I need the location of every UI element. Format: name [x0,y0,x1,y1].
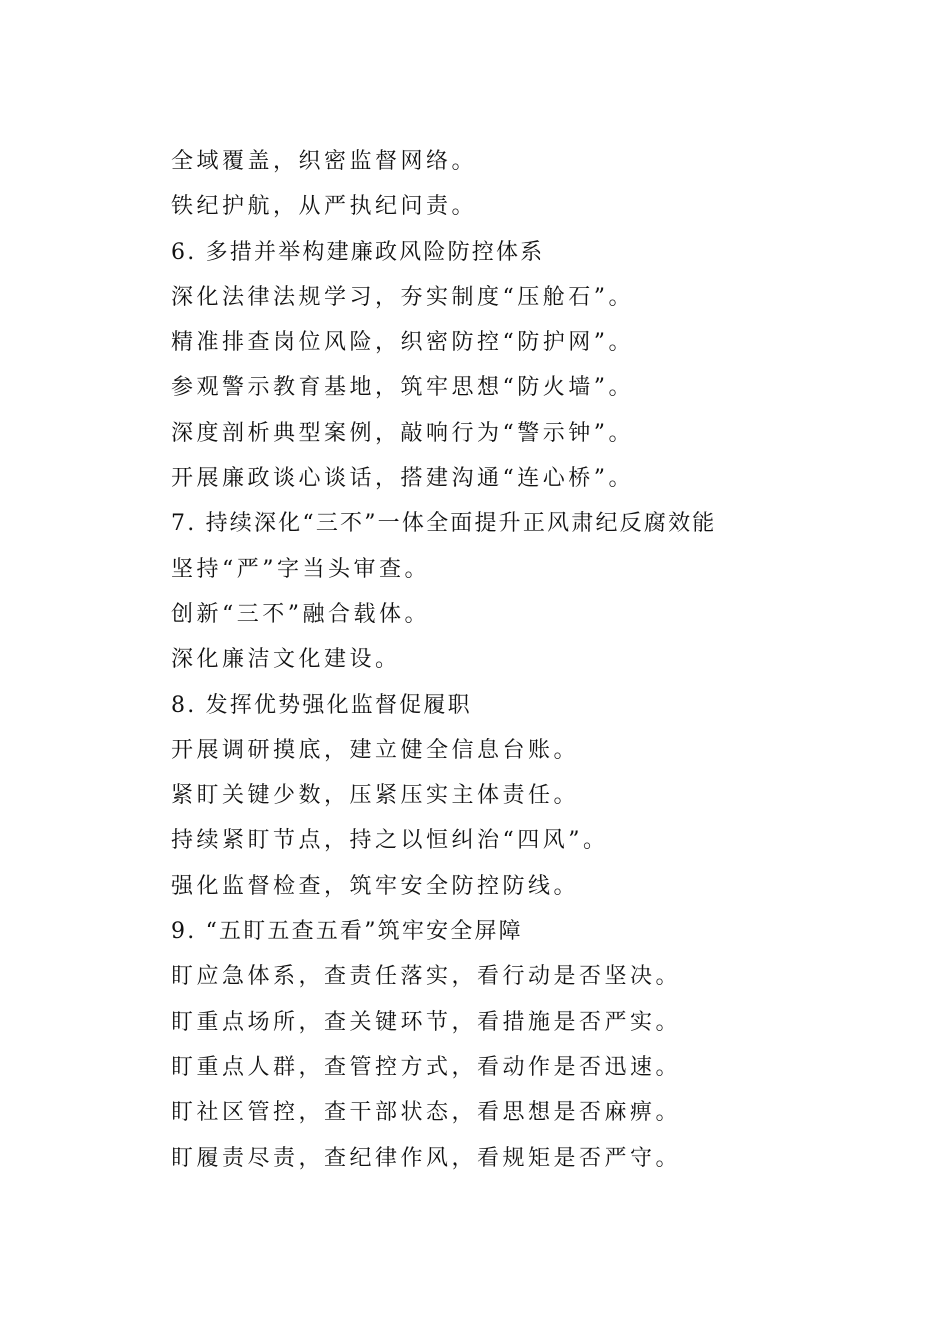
body-line: 盯重点场所，查关键环节，看措施是否严实。 [171,1009,682,1035]
body-line: 强化监督检查，筑牢安全防控防线。 [171,873,580,899]
body-line: 精准排查岗位风险，织密防控“防护网”。 [171,330,634,356]
body-line: 开展调研摸底，建立健全信息台账。 [171,737,580,763]
body-line: 坚持“严”字当头审查。 [171,556,430,582]
body-line: 创新“三不”融合载体。 [171,601,430,627]
body-line: 盯重点人群，查管控方式，看动作是否迅速。 [171,1054,682,1080]
body-line: 全域覆盖，织密监督网络。 [171,149,478,174]
body-line: 深化法律法规学习，夯实制度“压舱石”。 [171,284,634,310]
body-line: 盯履责尽责，查纪律作风，看规矩是否严守。 [171,1145,682,1171]
body-line: 深度剖析典型案例，敲响行为“警示钟”。 [171,420,634,446]
body-line: 紧盯关键少数，压紧压实主体责任。 [171,783,580,809]
body-line: 盯应急体系，查责任落实，看行动是否坚决。 [171,964,682,990]
section-heading: 9. “五盯五查五看”筑牢安全屏障 [171,919,523,945]
section-heading: 8. 发挥优势强化监督促履职 [171,692,472,718]
section-heading: 7. 持续深化“三不”一体全面提升正风肃纪反腐效能 [171,511,717,537]
body-line: 盯社区管控，查干部状态，看思想是否麻痹。 [171,1100,682,1126]
body-line: 铁纪护航，从严执纪问责。 [171,194,478,220]
body-line: 开展廉政谈心谈话，搭建沟通“连心桥”。 [171,466,634,492]
document-body [171,139,871,1181]
body-line: 持续紧盯节点，持之以恒纠治“四风”。 [171,828,609,854]
body-line: 深化廉洁文化建设。 [171,647,401,673]
section-heading: 6. 多措并举构建廉政风险防控体系 [171,239,545,265]
body-line: 参观警示教育基地，筑牢思想“防火墙”。 [171,375,634,401]
